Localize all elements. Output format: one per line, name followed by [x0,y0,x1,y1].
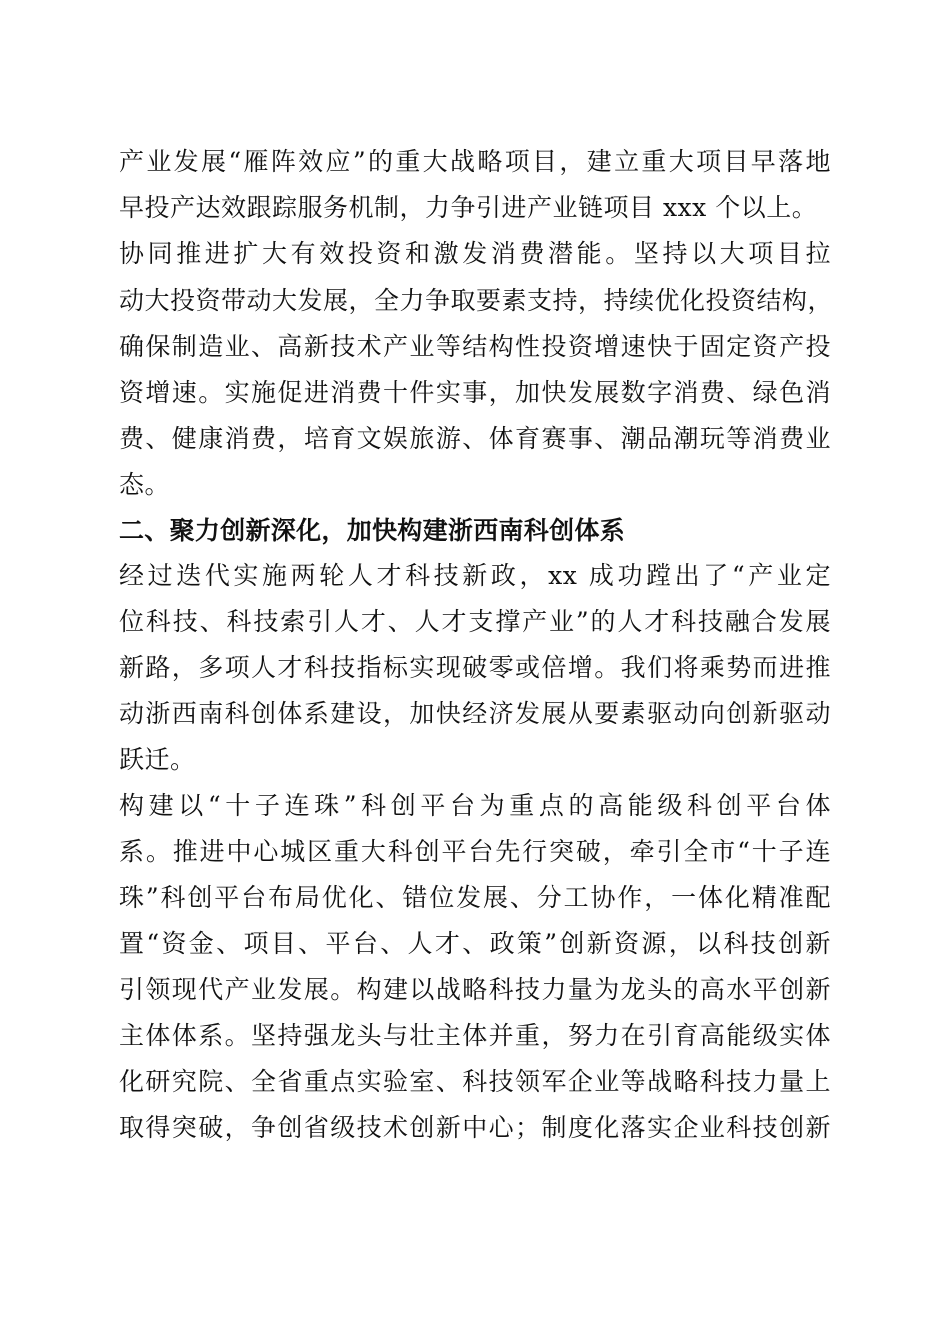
body-text-line: 构建以“十子连珠”科创平台为重点的高能级科创平台体 [119,791,831,820]
body-text-line: 系。推进中心城区重大科创平台先行突破，牵引全市“十子连 [119,837,831,866]
body-text-line: 主体体系。坚持强龙头与壮主体并重，努力在引育高能级实体 [119,1021,831,1050]
body-text-line: 协同推进扩大有效投资和激发消费潜能。坚持以大项目拉 [119,239,831,268]
body-text-line: 引领现代产业发展。构建以战略科技力量为龙头的高水平创新 [119,975,831,1004]
body-text-line: 取得突破，争创省级技术创新中心；制度化落实企业科技创新 [119,1113,831,1142]
section-heading: 二、聚力创新深化，加快构建浙西南科创体系 [119,516,626,545]
body-text-line: 置“资金、项目、平台、人才、政策”创新资源，以科技创新 [119,929,831,958]
body-text-line: 资增速。实施促进消费十件实事，加快发展数字消费、绿色消 [119,378,831,407]
body-text-line: 经过迭代实施两轮人才科技新政，xx 成功蹚出了“产业定 [119,561,831,590]
body-text-line: 化研究院、全省重点实验室、科技领军企业等战略科技力量上 [119,1067,831,1096]
body-text-line: 新路，多项人才科技指标实现破零或倍增。我们将乘势而进推 [119,653,831,682]
body-text-line: 珠”科创平台布局优化、错位发展、分工协作，一体化精准配 [119,883,831,912]
body-text-line: 位科技、科技索引人才、人才支撑产业”的人才科技融合发展 [119,607,831,636]
body-text-line: 费、健康消费，培育文娱旅游、体育赛事、潮品潮玩等消费业 [119,424,831,453]
body-text-line: 动浙西南科创体系建设，加快经济发展从要素驱动向创新驱动 [119,699,831,728]
body-text-line: 跃迁。 [119,745,196,774]
body-text-line: 态。 [119,470,171,499]
body-text-line: 动大投资带动大发展，全力争取要素支持，持续优化投资结构， [119,286,834,315]
body-text-line: 确保制造业、高新技术产业等结构性投资增速快于固定资产投 [119,332,831,361]
body-text-line: 早投产达效跟踪服务机制，力争引进产业链项目 xxx 个以上。 [119,193,818,222]
body-text-line: 产业发展“雁阵效应”的重大战略项目，建立重大项目早落地 [119,147,831,176]
